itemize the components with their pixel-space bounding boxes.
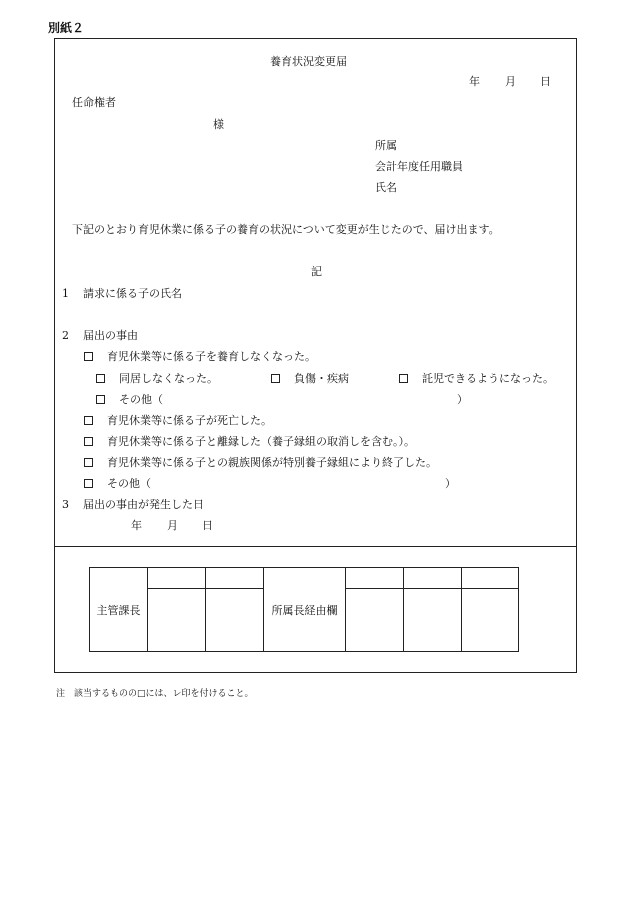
option-label: 育児休業等に係る子が死亡した。 <box>107 414 272 427</box>
item3-month: 月 <box>167 519 178 532</box>
approval-cell <box>206 568 264 589</box>
approval-label-via-head: 所属長経由欄 <box>264 568 346 652</box>
item1-label: 請求に係る子の氏名 <box>83 287 182 300</box>
item2-label: 届出の事由 <box>83 329 138 342</box>
suboption-daycare <box>399 373 554 384</box>
applicant-name: 氏名 <box>375 181 397 194</box>
option-label: 育児休業等に係る子を養育しなくなった。 <box>107 350 316 363</box>
checkbox[interactable] <box>84 352 93 361</box>
option-label: 負傷・疾病 <box>294 372 349 385</box>
checkbox[interactable] <box>84 416 93 425</box>
suboption-injury <box>271 373 349 384</box>
section-divider <box>55 546 576 547</box>
option-not-raising <box>84 351 316 362</box>
applicant-job-type: 会計年度任用職員 <box>375 160 463 173</box>
option-label: その他（ <box>119 393 163 406</box>
option-label: 同居しなくなった。 <box>119 372 218 385</box>
approval-stamp-cell <box>462 589 519 652</box>
option-label: 託児できるようになった。 <box>422 372 554 385</box>
suboption-no-cohabit <box>96 373 218 384</box>
option-label: 育児休業等に係る子と離縁した（養子縁組の取消しを含む。）。 <box>107 435 415 448</box>
date-month: 月 <box>505 75 516 88</box>
approval-stamp-cell <box>148 589 206 652</box>
suboption-other-close: ） <box>457 393 468 406</box>
footnote: 注 該当するものの□には、レ印を付けること。 <box>56 689 254 699</box>
approval-cell <box>462 568 519 589</box>
option-separation <box>84 436 415 447</box>
applicant-affiliation: 所属 <box>375 139 397 152</box>
ki-heading: 記 <box>311 265 322 278</box>
option-label: その他（ <box>107 477 151 490</box>
date-day: 日 <box>540 75 551 88</box>
item3-label: 届出の事由が発生した日 <box>83 498 204 511</box>
form-title: 養育状況変更届 <box>270 55 347 68</box>
approval-cell <box>404 568 462 589</box>
item3-number: 3 <box>62 498 69 511</box>
form-frame <box>54 38 577 673</box>
option-other <box>84 478 151 489</box>
checkbox[interactable] <box>84 479 93 488</box>
statement: 下記のとおり育児休業に係る子の養育の状況について変更が生じたので、届け出ます。 <box>72 223 500 236</box>
option-label: 育児休業等に係る子との親族関係が特別養子縁組により終了した。 <box>107 456 437 469</box>
approval-stamp-cell <box>206 589 264 652</box>
addressee: 任命権者 <box>72 96 116 109</box>
checkbox[interactable] <box>96 374 105 383</box>
approval-cell <box>346 568 404 589</box>
item2-number: 2 <box>62 329 69 342</box>
approval-stamp-cell <box>404 589 462 652</box>
approval-table <box>89 567 519 652</box>
checkbox[interactable] <box>84 437 93 446</box>
option-other-close: ） <box>445 477 456 490</box>
honorific: 様 <box>213 118 224 131</box>
option-death <box>84 415 272 426</box>
attachment-label: 別紙２ <box>48 21 85 35</box>
item3-year: 年 <box>131 519 142 532</box>
option-special-adoption <box>84 457 437 468</box>
approval-cell <box>148 568 206 589</box>
item3-day: 日 <box>202 519 213 532</box>
suboption-other <box>96 394 163 405</box>
checkbox[interactable] <box>96 395 105 404</box>
approval-label-supervisor: 主管課長 <box>90 568 148 652</box>
checkbox[interactable] <box>271 374 280 383</box>
item1-number: 1 <box>62 287 69 300</box>
date-year: 年 <box>469 75 480 88</box>
checkbox[interactable] <box>399 374 408 383</box>
checkbox[interactable] <box>84 458 93 467</box>
approval-stamp-cell <box>346 589 404 652</box>
